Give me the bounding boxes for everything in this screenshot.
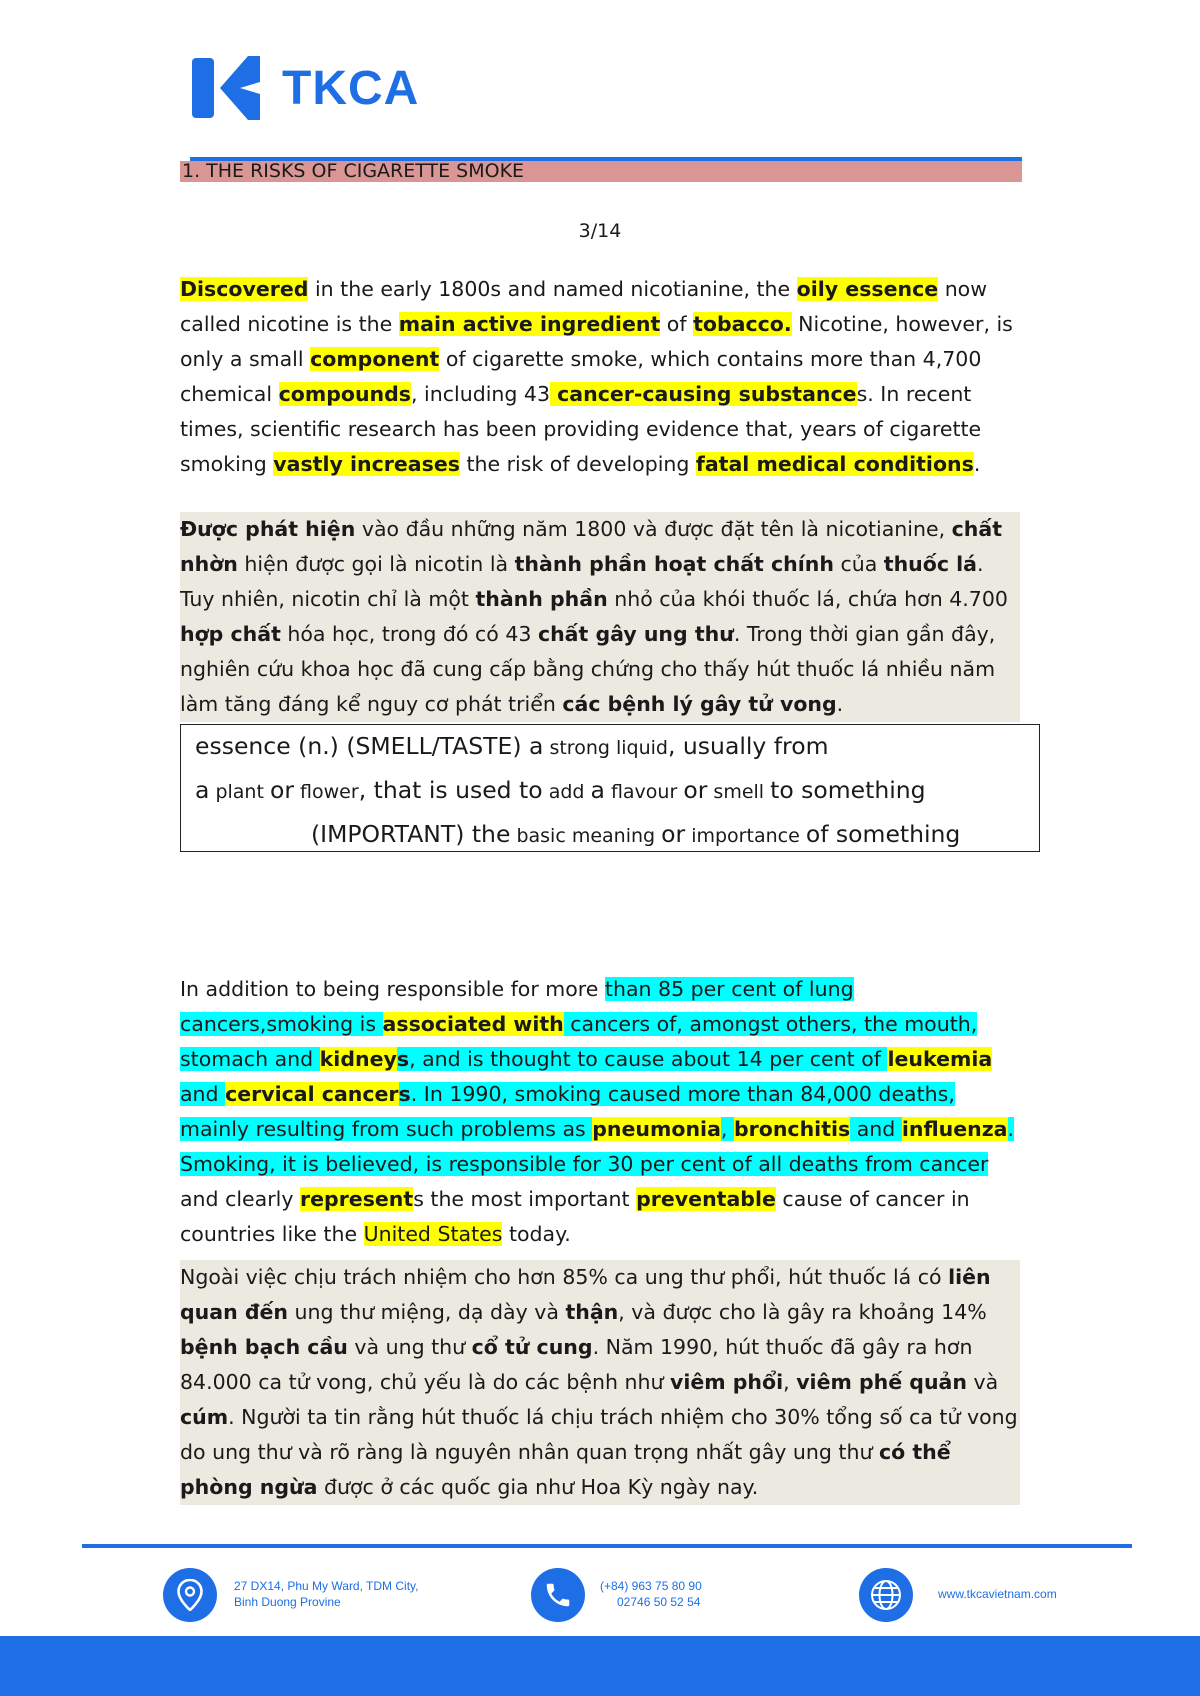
bold-term: thành phần (475, 587, 608, 611)
text-run: của (833, 552, 884, 576)
location-pin-icon (163, 1568, 217, 1622)
bold-term: cổ tử cung (471, 1335, 593, 1359)
bold-term: liên quan đến (180, 1265, 991, 1324)
definition-bold: to something (770, 776, 926, 804)
text-run: now called nicotine is the (180, 277, 987, 336)
text-run: s the most important (413, 1187, 637, 1211)
bold-term: thận (565, 1300, 619, 1324)
bold-term: chất gây ung thư (537, 622, 734, 646)
highlighted-term: fatal medical conditions (695, 452, 974, 476)
highlighted-term: component (310, 347, 440, 371)
globe-icon (859, 1568, 913, 1622)
bold-term: chất nhờn (180, 517, 1003, 576)
text-run: ung thư miệng, dạ dày và (288, 1300, 566, 1324)
highlighted-term: leukemia (887, 1047, 993, 1071)
text-run: vào đầu những năm 1800 và được đặt tên là nicotianine, (355, 517, 952, 541)
cyan-highlight: . Smoking, it is believed, is responsible for 30 per cent of all deaths from cancer (180, 1117, 1015, 1176)
definition-text: importance (685, 825, 806, 847)
tkca-logo-mark (190, 52, 262, 124)
tkca-logo (190, 52, 419, 124)
text-run: , (783, 1370, 797, 1394)
definition-bold: of something (805, 820, 961, 848)
bold-term: viêm phế quản (796, 1370, 967, 1394)
text-run: và (966, 1370, 999, 1394)
text-run: Nicotine, however, is only a small (180, 312, 1013, 371)
text-run: hiện được gọi là nicotin là (237, 552, 515, 576)
text-run: Ngoài việc chịu trách nhiệm cho hơn 85% ca ung thư phổi, hút thuốc lá có (180, 1265, 949, 1289)
highlighted-term: cancer-causing substance (550, 382, 857, 406)
text-run: today. (502, 1222, 571, 1246)
phone-line-2: 02746 50 52 54 (617, 1595, 701, 1609)
logo-text: TKCA (282, 61, 420, 115)
address-line-1: 27 DX14, Phu My Ward, TDM City, (234, 1579, 419, 1593)
bold-term: bệnh bạch cầu (180, 1335, 348, 1359)
cyan-highlight: . In 1990, smoking caused more than 84,000 deaths, mainly resulting from such problems as (180, 1082, 955, 1141)
section-title: 1. THE RISKS OF CIGARETTE SMOKE (180, 161, 1022, 182)
text-run: , including 43 (411, 382, 551, 406)
cyan-highlight: smoking is (266, 1012, 383, 1036)
definition-line-important (195, 813, 1025, 857)
text-run: in the early 1800s and named nicotianine, the (308, 277, 797, 301)
highlighted-term: associated with (382, 1012, 564, 1036)
highlighted-term: influenza (901, 1117, 1008, 1141)
highlighted-term: oily essence (796, 277, 939, 301)
vietnamese-translation-2 (180, 1260, 1020, 1505)
definition-bold: a (195, 776, 210, 804)
bold-term: Được phát hiện (180, 517, 356, 541)
highlighted-term: bronchitis (733, 1117, 851, 1141)
highlighted-term: kidney (319, 1047, 397, 1071)
text-run: . Năm 1990, hút thuốc đã gây ra hơn 84.000 ca tử vong, chủ yếu là do các bệnh như (180, 1335, 973, 1394)
definition-bold: essence (n.) (SMELL/TASTE) a (195, 732, 544, 760)
highlighted-term: Discovered (180, 277, 309, 301)
definition-bold: (IMPORTANT) the (311, 820, 511, 848)
footer-address (234, 1578, 419, 1610)
bold-term: các bệnh lý gây tử vong (562, 692, 837, 716)
footer-bottom-bar (0, 1636, 1200, 1696)
highlighted-term: preventable (636, 1187, 776, 1211)
text-run: cause of cancer in countries like the (180, 1187, 970, 1246)
definition-text: flavour (604, 781, 684, 803)
text-run: of cigarette smoke, which contains more than 4,700 chemical (180, 347, 982, 406)
highlighted-term: compounds (278, 382, 412, 406)
vietnamese-translation-1 (180, 512, 1020, 722)
phone-line-1: (+84) 963 75 80 90 (600, 1579, 702, 1593)
cyan-highlight: and (180, 1082, 226, 1106)
highlighted-term: pneumonia (592, 1117, 721, 1141)
cyan-highlight: s (398, 1082, 411, 1106)
definition-text: strong liquid (543, 737, 668, 759)
definition-bold: or (661, 820, 686, 848)
definition-text: basic meaning (510, 825, 662, 847)
text-run: được ở các quốc gia như Hoa Kỳ ngày nay. (317, 1475, 759, 1499)
definition-bold: , usually from (667, 732, 829, 760)
definition-bold: a (590, 776, 605, 804)
footer-website[interactable]: www.tkcavietnam.com (938, 1587, 1057, 1601)
text-run: nhỏ của khói thuốc lá, chứa hơn 4.700 (607, 587, 1008, 611)
footer-rule (82, 1544, 1132, 1548)
cyan-highlight: than 85 per cent of lung cancers, (180, 977, 854, 1036)
highlighted-term: main active ingredient (398, 312, 661, 336)
text-run: . Tuy nhiên, nicotin chỉ là một (180, 552, 984, 611)
definition-text: smell (707, 781, 771, 803)
bold-term: cúm (180, 1405, 229, 1429)
highlighted-term: represent (300, 1187, 414, 1211)
text-run: . Trong thời gian gần đây, nghiên cứu khoa học đã cung cấp bằng chứng cho thấy hút thuốc lá nhiều năm làm tăng đáng kể nguy cơ phát triển (180, 622, 996, 716)
english-paragraph-2 (180, 972, 1020, 1252)
cyan-highlight: and (850, 1117, 902, 1141)
bold-term: hợp chất (180, 622, 281, 646)
bold-term: có thể phòng ngừa (180, 1440, 951, 1499)
definition-bold: or (269, 776, 295, 804)
highlighted-term: United States (363, 1222, 503, 1246)
highlighted-term: vastly increases (273, 452, 460, 476)
definition-bold: or (683, 776, 708, 804)
cyan-highlight: cancers of, amongst others, the mouth, stomach and (180, 1012, 978, 1071)
text-run: In addition to being responsible for more (180, 977, 605, 1001)
text-run: s. In recent times, scientific research has been providing evidence that, years of cigarette smoking (180, 382, 982, 476)
text-run: of (660, 312, 694, 336)
definition-bold: , that is used to (358, 776, 543, 804)
text-run: . (973, 452, 981, 476)
highlighted-term: tobacco. (693, 312, 792, 336)
page-number: 3/14 (578, 220, 622, 242)
definition-text: flower (294, 781, 359, 803)
bold-term: viêm phổi (669, 1370, 784, 1394)
definition-text: add (542, 781, 591, 803)
text-run: hóa học, trong đó có 43 (280, 622, 538, 646)
phone-icon (531, 1568, 585, 1622)
cyan-highlight: , and is thought to cause about 14 per cent of (409, 1047, 888, 1071)
footer-phone (600, 1578, 702, 1610)
text-run: the risk of developing (459, 452, 696, 476)
english-paragraph-1 (180, 272, 1020, 482)
text-run: . Người ta tin rằng hút thuốc lá chịu trách nhiệm cho 30% tổng số ca tử vong do ung thư và rõ ràng là nguyên nhân quan trọng nhất gây ung thư (180, 1405, 1018, 1464)
text-run: and clearly (180, 1187, 300, 1211)
text-run: , và được cho là gây ra khoảng 14% (618, 1300, 987, 1324)
cyan-highlight: s (396, 1047, 410, 1071)
text-run: . (836, 692, 844, 716)
text-run: và ung thư (347, 1335, 472, 1359)
definition-text: plant (209, 781, 270, 803)
bold-term: thuốc lá (883, 552, 978, 576)
address-line-2: Binh Duong Provine (234, 1595, 341, 1609)
highlighted-term: cervical cancer (225, 1082, 399, 1106)
bold-term: thành phần hoạt chất chính (514, 552, 834, 576)
vocabulary-definition-box (180, 724, 1040, 852)
cyan-highlight: , (720, 1117, 734, 1141)
